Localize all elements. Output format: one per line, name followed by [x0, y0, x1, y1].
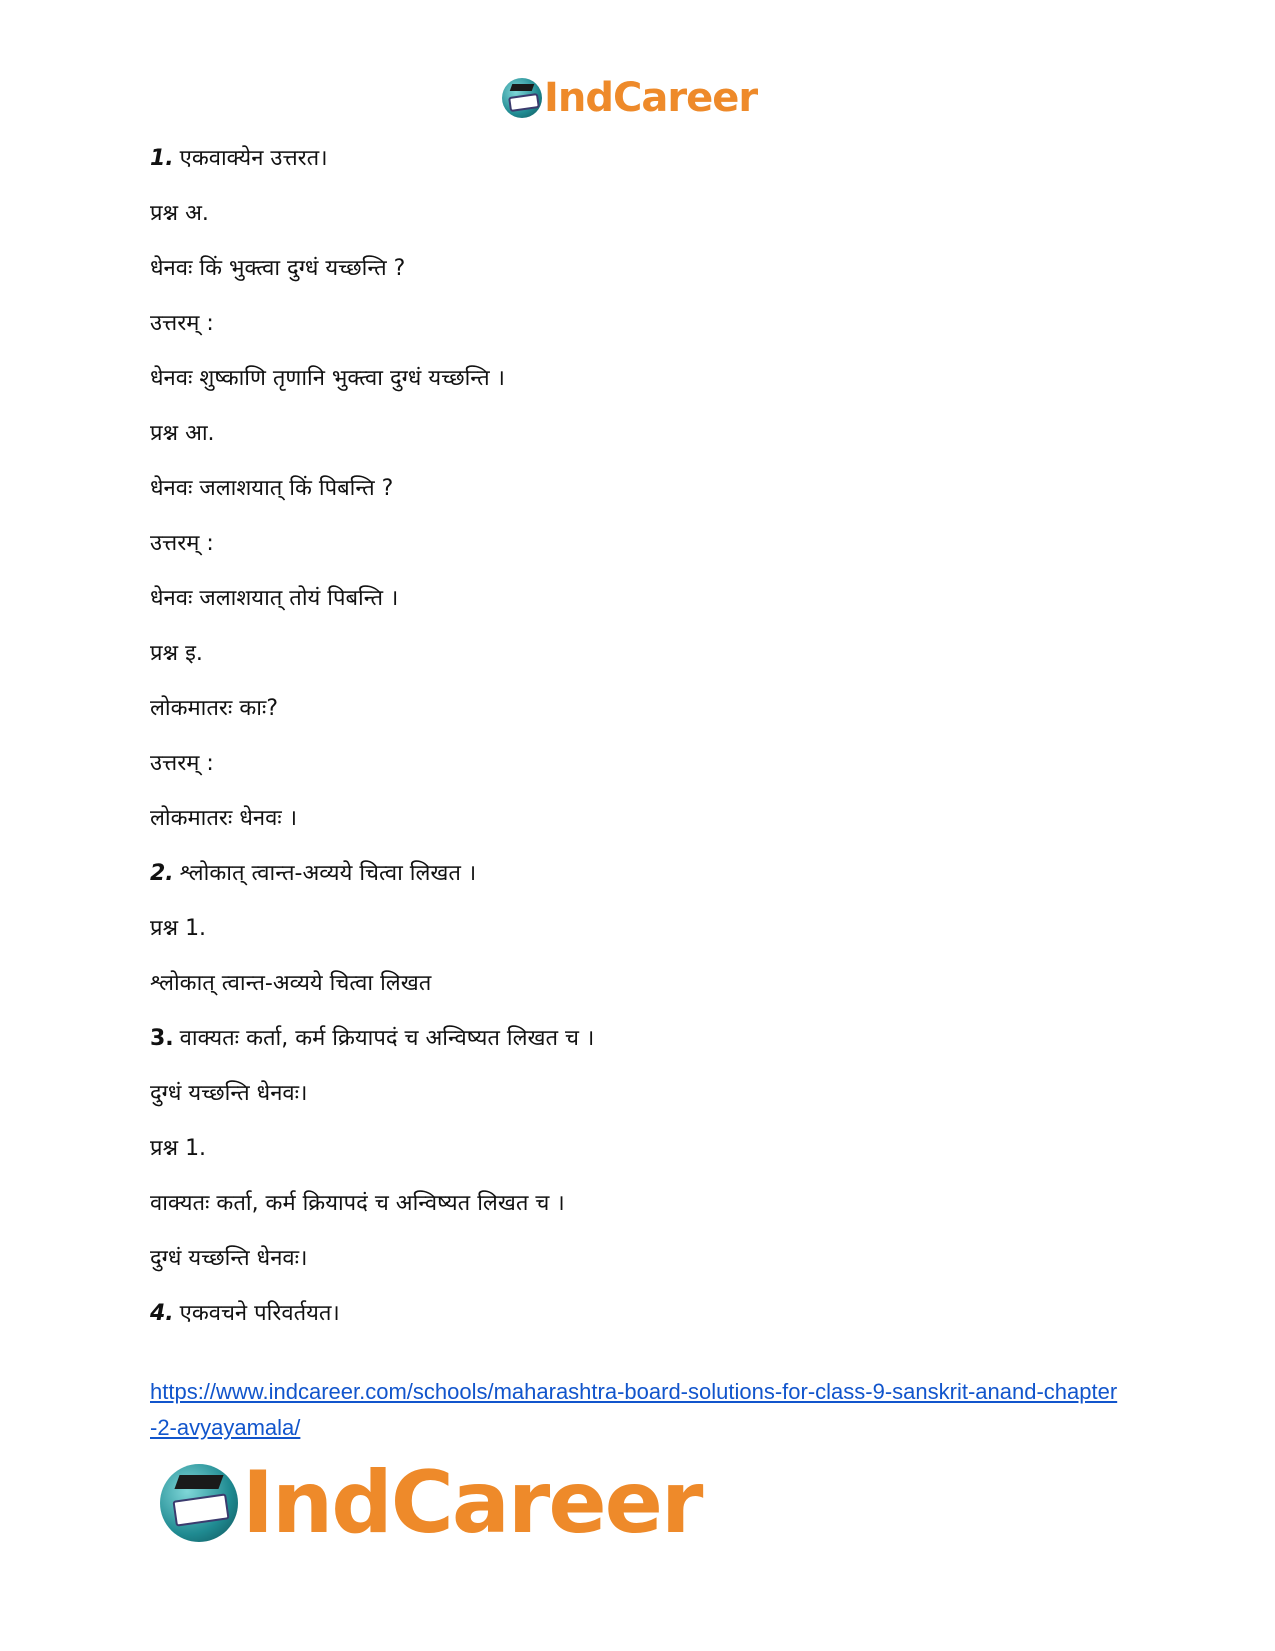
line-text: एकवचने परिवर्तयत।	[179, 1301, 340, 1326]
line-text: धेनवः जलाशयात् किं पिबन्ति ?	[150, 476, 394, 501]
text-line	[150, 1189, 1130, 1219]
text-line	[150, 859, 1130, 889]
text-line	[150, 254, 1130, 284]
question-number: 1.	[150, 146, 174, 171]
line-text: प्रश्न आ.	[150, 421, 215, 446]
text-line	[150, 1079, 1130, 1109]
text-line	[150, 969, 1130, 999]
text-line	[150, 309, 1130, 339]
text-line	[150, 199, 1130, 229]
text-line	[150, 1244, 1130, 1274]
line-text: उत्तरम् :	[150, 531, 214, 556]
text-line	[150, 1024, 1130, 1054]
line-text: प्रश्न अ.	[150, 201, 209, 226]
line-text: धेनवः किं भुक्त्वा दुग्धं यच्छन्ति ?	[150, 256, 406, 281]
line-text: दुग्धं यच्छन्ति धेनवः।	[150, 1246, 308, 1271]
text-line	[150, 364, 1130, 394]
text-line	[150, 1134, 1130, 1164]
text-line	[150, 584, 1130, 614]
line-text: धेनवः जलाशयात् तोयं पिबन्ति ।	[150, 586, 399, 611]
header-logo	[502, 75, 758, 121]
globe-icon	[502, 78, 542, 118]
text-line	[150, 639, 1130, 669]
line-text: लोकमातरः धेनवः ।	[150, 806, 298, 831]
line-text: उत्तरम् :	[150, 751, 214, 776]
text-line	[150, 749, 1130, 779]
footer-logo	[160, 1453, 702, 1553]
text-line	[150, 1299, 1130, 1329]
question-number: 2.	[150, 861, 174, 886]
text-line	[150, 694, 1130, 724]
line-text: लोकमातरः काः?	[150, 696, 279, 721]
question-number: 4.	[150, 1301, 174, 1326]
globe-icon	[160, 1464, 238, 1542]
line-text: वाक्यतः कर्ता, कर्म क्रियापदं च अन्विष्यत लिखत च ।	[150, 1191, 565, 1216]
line-text: श्लोकात् त्वान्त-अव्यये चित्वा लिखत ।	[179, 861, 477, 886]
text-line	[150, 474, 1130, 504]
line-text: धेनवः शुष्काणि तृणानि भुक्त्वा दुग्धं यच्छन्ति ।	[150, 366, 505, 391]
text-line	[150, 529, 1130, 559]
document-body	[150, 144, 1130, 1354]
text-line	[150, 914, 1130, 944]
text-line	[150, 419, 1130, 449]
logo-text: IndCareer	[242, 1453, 702, 1553]
line-text: प्रश्न इ.	[150, 641, 203, 666]
line-text: प्रश्न 1.	[150, 916, 207, 941]
text-line	[150, 804, 1130, 834]
line-text: एकवाक्येन उत्तरत।	[179, 146, 328, 171]
line-text: दुग्धं यच्छन्ति धेनवः।	[150, 1081, 308, 1106]
logo-text: IndCareer	[544, 75, 758, 121]
line-text: श्लोकात् त्वान्त-अव्यये चित्वा लिखत	[150, 971, 432, 996]
line-text: वाक्यतः कर्ता, कर्म क्रियापदं च अन्विष्यत लिखत च ।	[179, 1026, 595, 1051]
line-text: उत्तरम् :	[150, 311, 214, 336]
text-line	[150, 144, 1130, 174]
line-text: प्रश्न 1.	[150, 1136, 207, 1161]
source-link[interactable]: https://www.indcareer.com/schools/maharashtra-board-solutions-for-class-9-sanskrit-anand-chapter-2-avyayamala/	[150, 1379, 1118, 1440]
question-number: 3.	[150, 1026, 174, 1051]
